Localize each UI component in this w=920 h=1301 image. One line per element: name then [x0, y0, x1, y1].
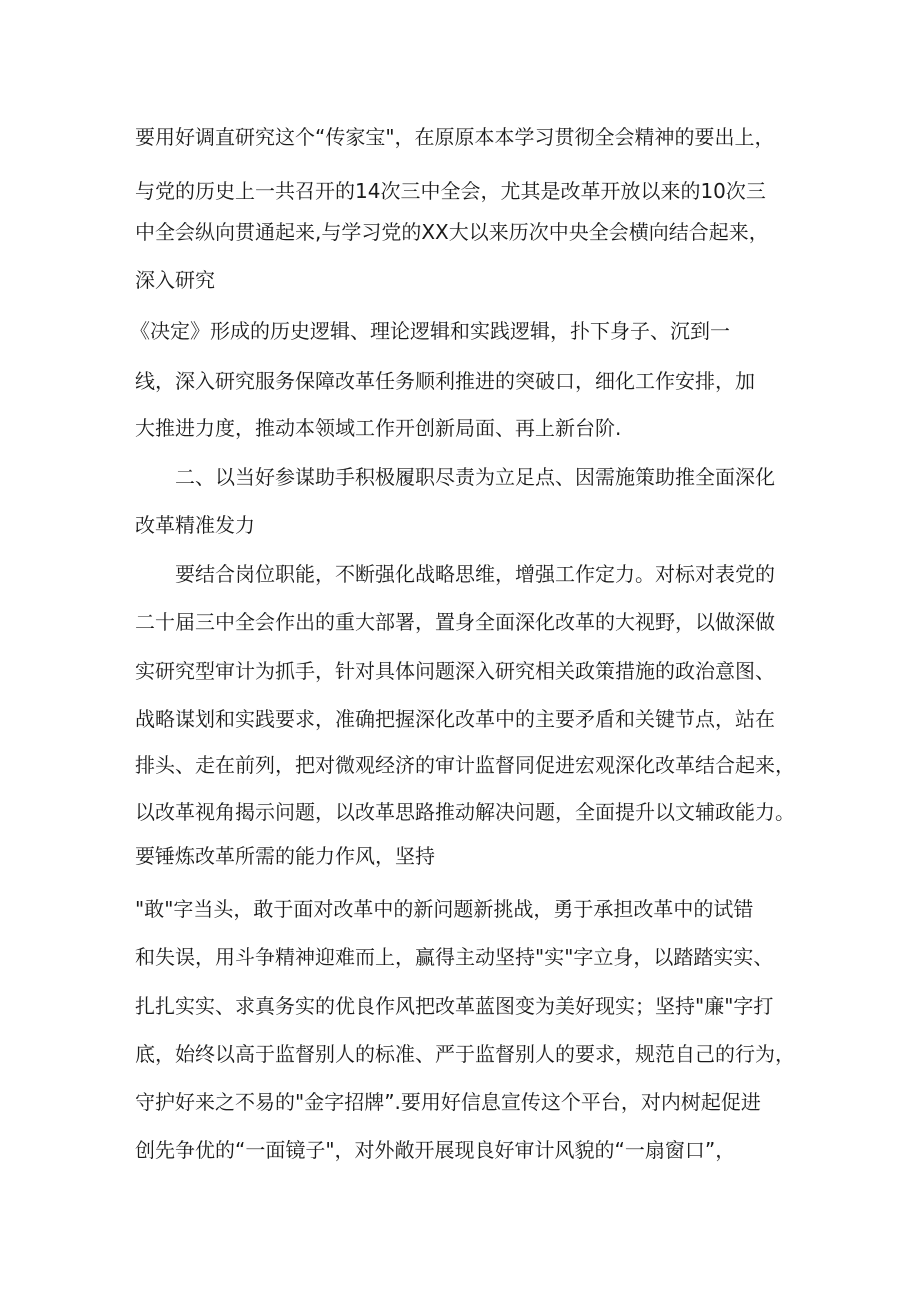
text-line: 二十届三中全会作出的重大部署，置身全面深化改革的大视野，以做深做	[135, 610, 775, 634]
text-line: 《决定》形成的历史逻辑、理论逻辑和实践逻辑，扑下身子、沉到一	[130, 319, 730, 343]
text-line: 与党的历史上一共召开的14次三中全会，尤其是改革开放以来的10次三	[135, 179, 766, 203]
text-line: 大推进力度，推动本领域工作开创新局面、再上新台阶.	[135, 416, 622, 440]
section-heading: 改革精准发力	[135, 513, 255, 537]
text-line: 战略谋划和实践要求，准确把握深化改革中的主要矛盾和关键节点，站在	[135, 707, 775, 731]
text-line: 要锤炼改革所需的能力作风，坚持	[135, 844, 435, 868]
text-line: 守护好来之不易的"金字招牌”.要用好信息宣传这个平台，对内树起促进	[135, 1090, 761, 1114]
text-line: 扎扎实实、求真务实的优良作风把改革蓝图变为美好现实；坚持"廉"字打	[135, 994, 774, 1018]
section-heading: 二、以当好参谋助手积极履职尽责为立足点、因需施策助推全面深化	[175, 465, 775, 489]
text-line: 线，深入研究服务保障改革任务顺利推进的突破口，细化工作安排，加	[135, 369, 755, 393]
text-line: 以改革视角揭示问题，以改革思路推动解决问题，全面提升以文辅政能力。	[135, 800, 795, 824]
text-line: 创先争优的“一面镜子"，对外敞开展现良好审计风貌的“一扇窗口”，	[135, 1138, 736, 1162]
text-line: 深入研究	[135, 268, 215, 292]
text-line: 中全会纵向贯通起来,与学习党的XX大以来历次中央全会横向结合起来，	[135, 220, 769, 244]
text-line: 和失误，用斗争精神迎难而上，赢得主动坚持"实"字立身，以踏踏实实、	[135, 945, 774, 969]
text-line: 排头、走在前列，把对微观经济的审计监督同促进宏观深化改革结合起来，	[135, 753, 795, 777]
text-line: 要结合岗位职能，不断强化战略思维，增强工作定力。对标对表党的	[175, 562, 775, 586]
text-line: "敢"字当头，敢于面对改革中的新问题新挑战，勇于承担改革中的试错	[135, 897, 754, 921]
text-line: 要用好调直研究这个“传家宝"，在原原本本学习贯彻全会精神的要出上，	[135, 125, 775, 149]
text-line: 实研究型审计为抓手，针对具体问题深入研究相关政策措施的政治意图、	[135, 659, 775, 683]
text-line: 底，始终以高于监督别人的标准、严于监督别人的要求，规范自己的行为，	[135, 1042, 795, 1066]
